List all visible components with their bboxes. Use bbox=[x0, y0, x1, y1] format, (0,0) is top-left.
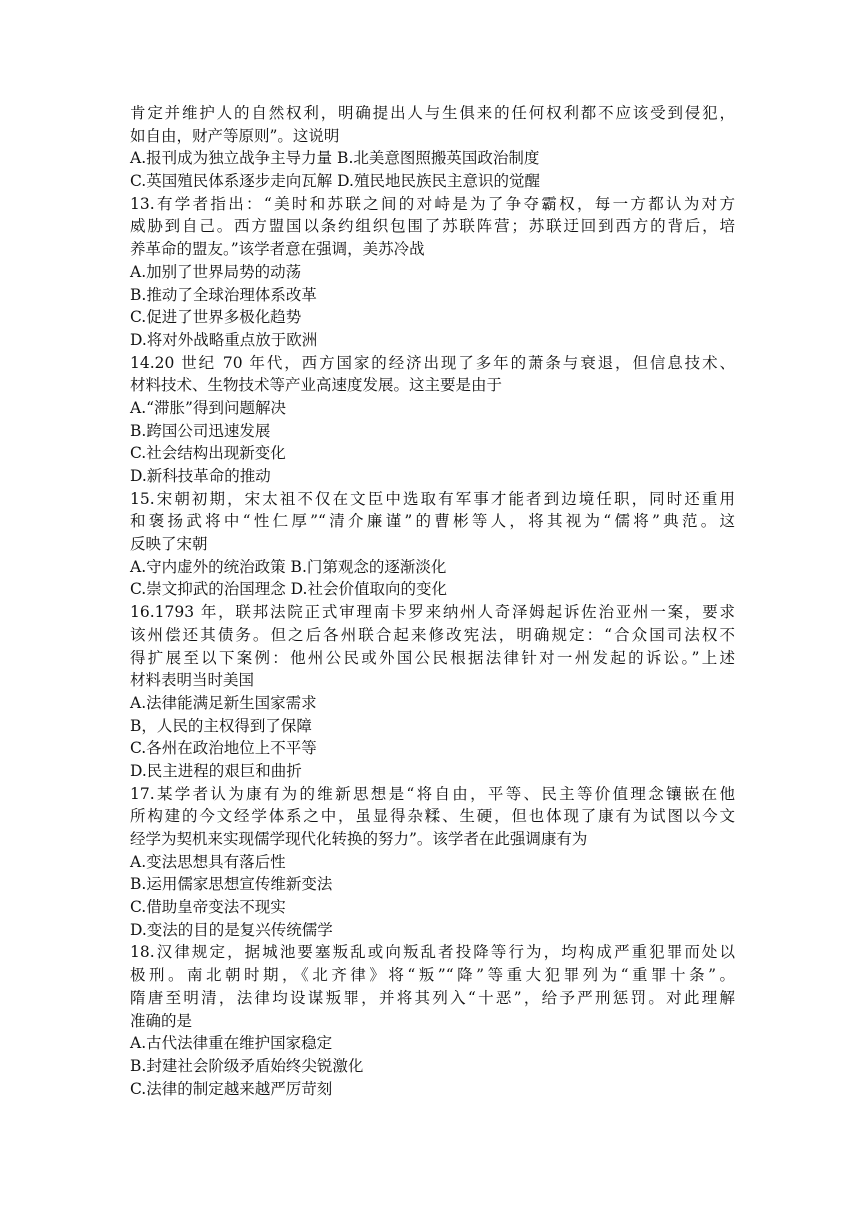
text-line: 该州偿还其债务。但之后各州联合起来修改宪法，明确规定：“合众国司法权不 bbox=[130, 625, 735, 644]
text-line: 得扩展至以下案例：他州公民或外国公民根据法律针对一州发起的诉讼。”上述 bbox=[130, 648, 735, 667]
option-line: A.守内虚外的统治政策 B.门第观念的逐渐淡化 bbox=[130, 557, 447, 576]
option-line: D.新科技革命的推动 bbox=[130, 467, 271, 485]
option-line: A.古代法律重在维护国家稳定 bbox=[130, 1034, 333, 1053]
document-text-body bbox=[130, 102, 735, 1100]
option-line: B.运用儒家思想宣传维新变法 bbox=[130, 875, 333, 894]
option-line: B.跨国公司迅速发展 bbox=[130, 421, 271, 440]
option-line: A.报刊成为独立战争主导力量 B.北美意图照搬英国政治制度 bbox=[130, 149, 540, 168]
option-line: C.崇文抑武的治国理念 D.社会价值取向的变化 bbox=[130, 580, 447, 599]
text-line: 所构建的今文经学体系之中，虽显得杂糅、生硬，但也体现了康有为试图以今文 bbox=[130, 807, 735, 826]
text-line: 反映了宋朝 bbox=[130, 535, 208, 554]
text-line: 材料技术、生物技术等产业高速度发展。这主要是由于 bbox=[130, 376, 503, 395]
option-line: C.社会结构出现新变化 bbox=[130, 444, 286, 463]
question-17-text: 17.某学者认为康有为的维新思想是“将自由，平等、民主等价值理念镶嵌在他 bbox=[130, 784, 735, 803]
option-line: A.加别了世界局势的动荡 bbox=[130, 262, 302, 281]
text-line: 极刑。南北朝时期，《北齐律》将“叛”“降”等重大犯罪列为“重罪十条”。 bbox=[130, 966, 735, 985]
option-line: C.英国殖民体系逐步走向瓦解 D.殖民地民族民主意识的觉醒 bbox=[130, 172, 540, 191]
option-line: A.法律能满足新生国家需求 bbox=[130, 693, 317, 712]
option-line: B，人民的主权得到了保障 bbox=[130, 716, 312, 735]
question-14-text: 14.20 世纪 70 年代，西方国家的经济出现了多年的萧条与衰退，但信息技术、 bbox=[130, 353, 735, 372]
text-line: 准确的是 bbox=[130, 1011, 193, 1030]
question-13-text: 13.有学者指出：“美时和苏联之间的对峙是为了争夺霸权，每一方都认为对方 bbox=[130, 194, 735, 213]
text-line: 经学为契机来实现儒学现代化转换的努力”。该学者在此强调康有为 bbox=[130, 830, 588, 848]
option-line: C.促进了世界多极化趋势 bbox=[130, 308, 302, 327]
option-line: B.推动了全球治理体系改革 bbox=[130, 285, 317, 304]
question-15-text: 15.宋朝初期，宋太祖不仅在文臣中选取有军事才能者到边境任职，同时还重用 bbox=[130, 489, 735, 508]
question-18-text: 18.汉律规定，据城池要塞叛乱或向叛乱者投降等行为，均构成严重犯罪而处以 bbox=[130, 943, 735, 962]
text-line: 如自由，财产等原则”。这说明 bbox=[130, 126, 340, 145]
text-line: 肯定并维护人的自然权利，明确提出人与生俱来的任何权利都不应该受到侵犯， bbox=[130, 104, 735, 122]
option-line: C.各州在政治地位上不平等 bbox=[130, 739, 317, 758]
text-line: 威胁到自己。西方盟国以条约组织包围了苏联阵营；苏联迂回到西方的背后，培 bbox=[130, 217, 735, 236]
option-line: A.“滞胀”得到问题解决 bbox=[130, 398, 286, 417]
text-line: 隋唐至明清，法律均设谋叛罪，并将其列入“十恶”，给予严刑惩罚。对此理解 bbox=[130, 988, 735, 1007]
option-line: A.变法思想具有落后性 bbox=[130, 852, 286, 871]
text-line: 材料表明当时美国 bbox=[130, 671, 255, 690]
option-line: C.法律的制定越来越严厉苛刻 bbox=[130, 1079, 333, 1098]
option-line: D.将对外战略重点放于欧洲 bbox=[130, 330, 318, 349]
text-line: 和褒扬武将中“性仁厚”“清介廉谨”的曹彬等人，将其视为“儒将”典范。这 bbox=[130, 512, 735, 531]
option-line: B.封建社会阶级矛盾始终尖锐激化 bbox=[130, 1056, 364, 1075]
question-16-text: 16.1793 年，联邦法院正式审理南卡罗来纳州人奇泽姆起诉佐治亚州一案，要求 bbox=[130, 603, 735, 622]
option-line: D.变法的目的是复兴传统儒学 bbox=[130, 920, 333, 939]
option-line: D.民主进程的艰巨和曲折 bbox=[130, 761, 302, 780]
option-line: C.借助皇帝变法不现实 bbox=[130, 898, 286, 917]
text-line: 养革命的盟友。”该学者意在强调，美苏冷战 bbox=[130, 240, 425, 259]
